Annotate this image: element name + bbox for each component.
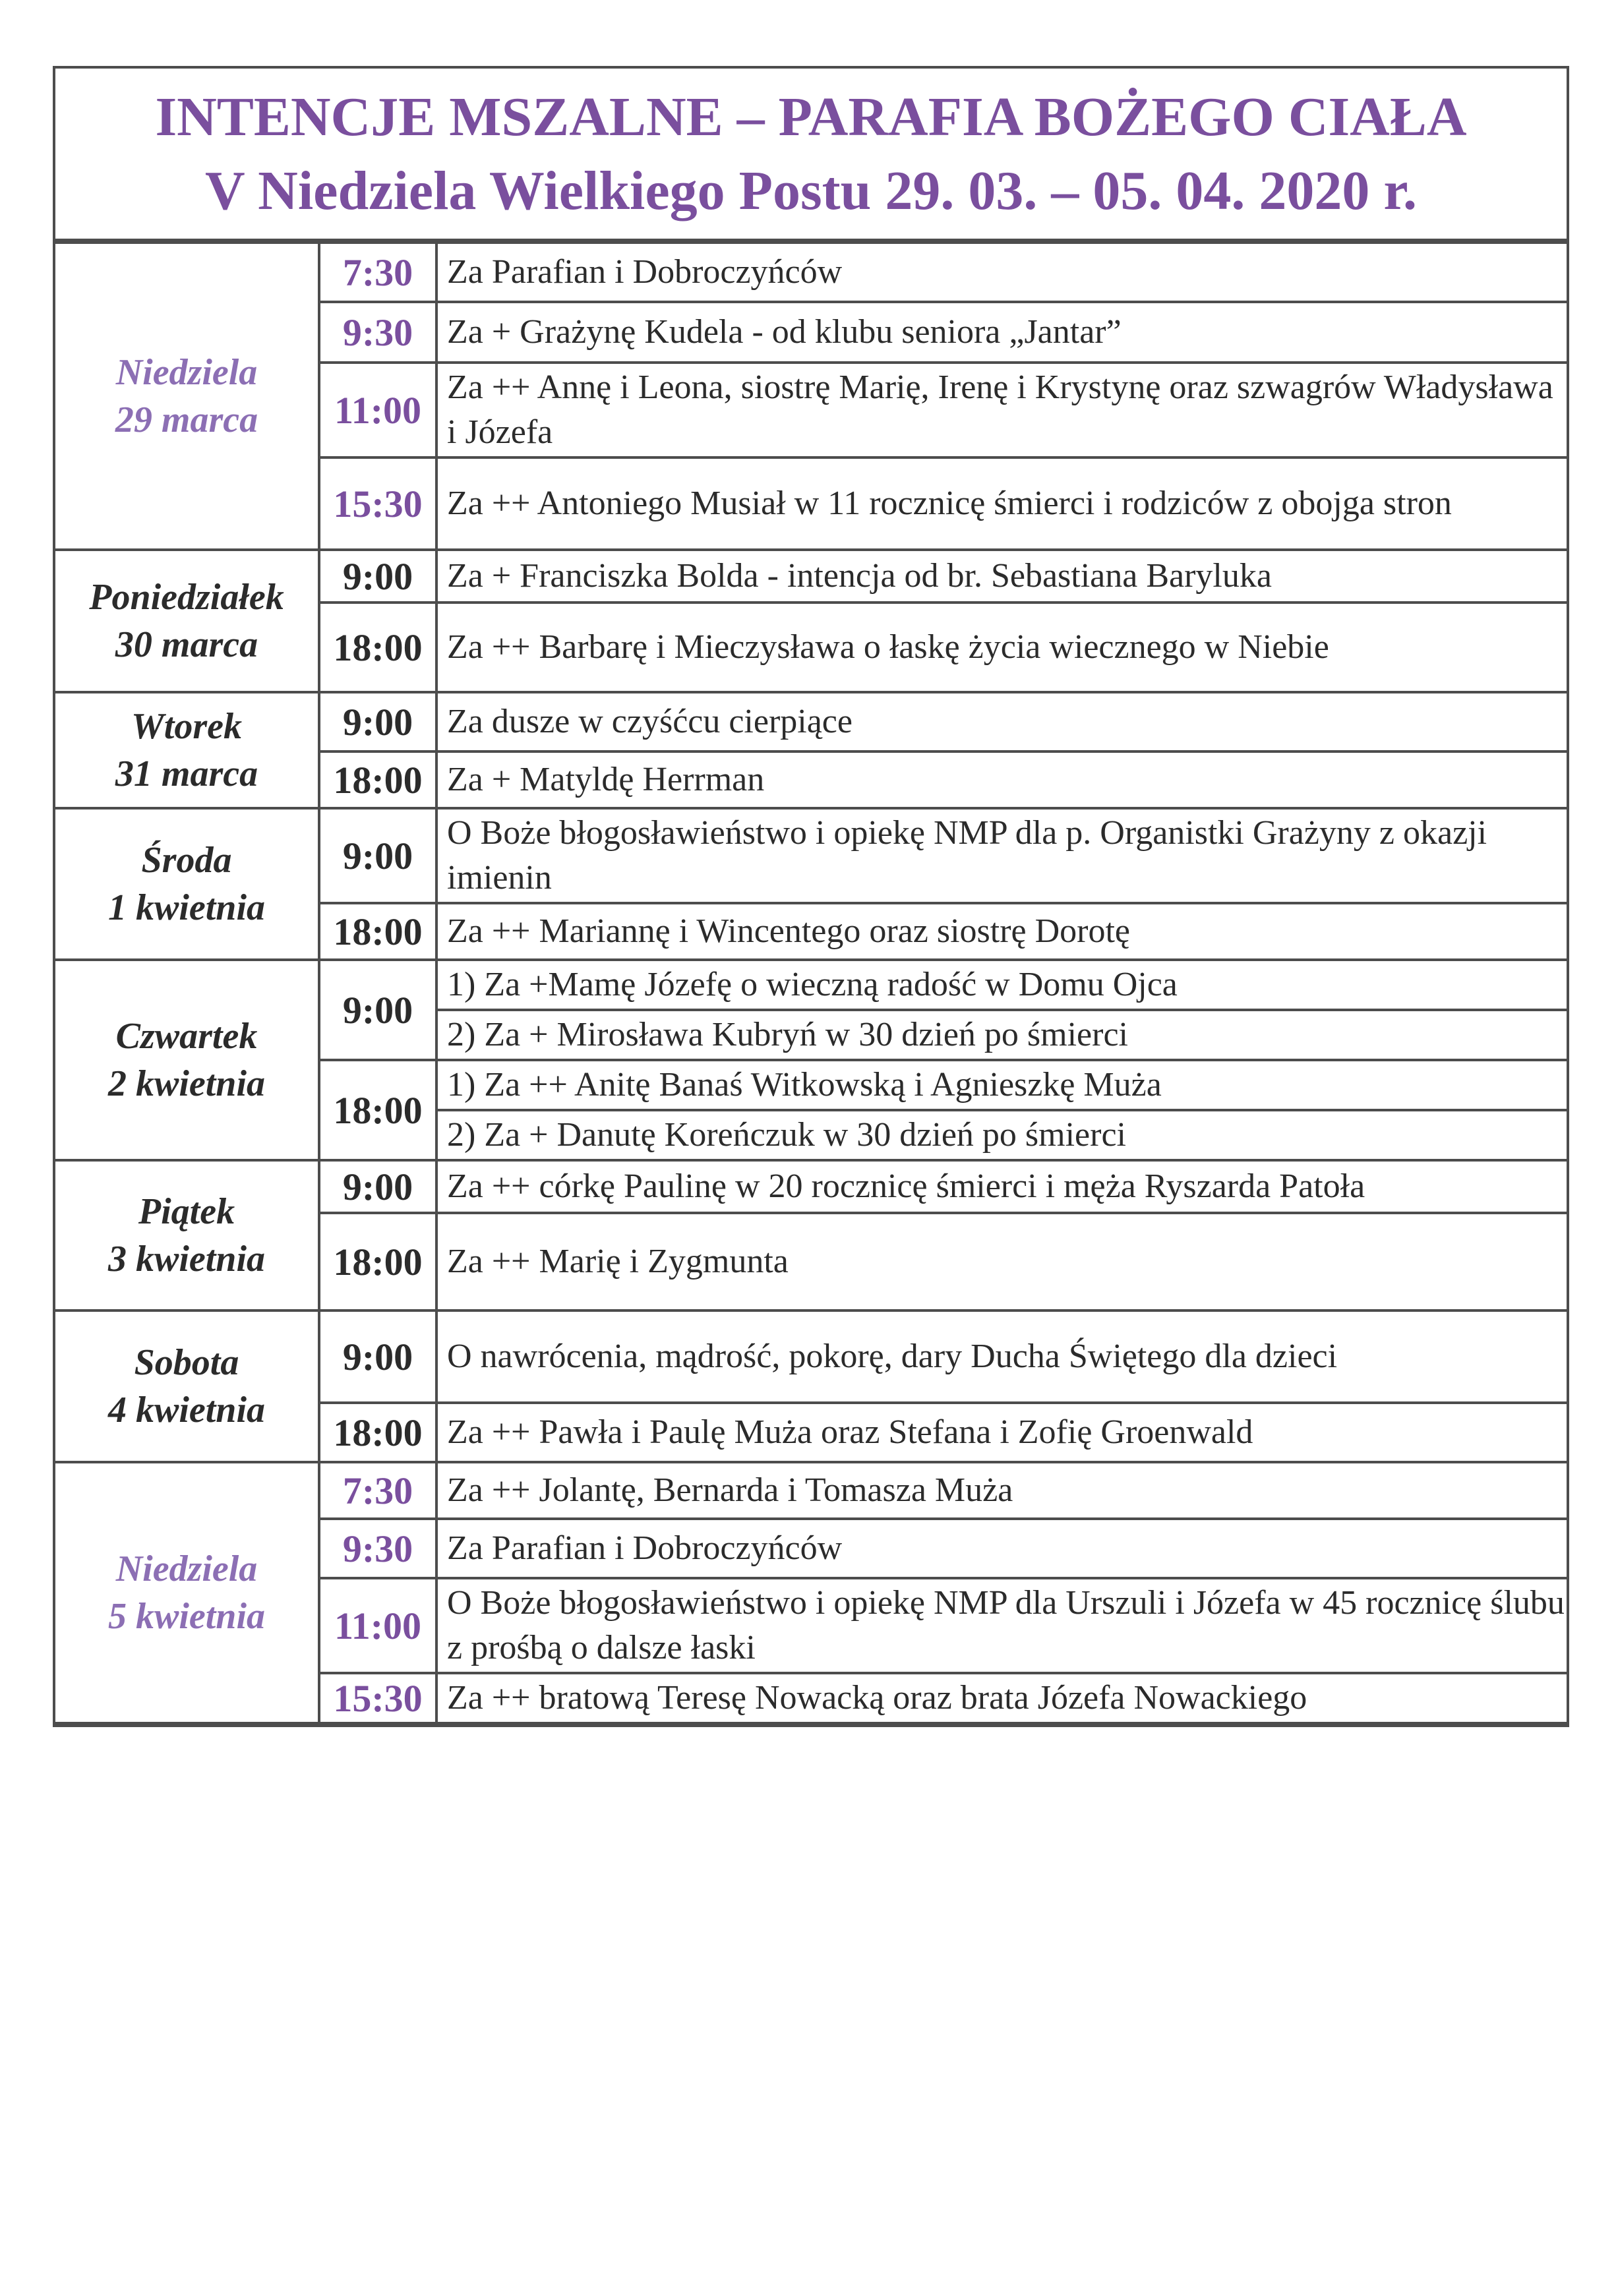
day-name: Niedziela [115,1548,258,1589]
mass-row [55,550,1567,603]
day-name: Sobota [134,1342,239,1383]
mass-row [55,808,1567,903]
day-name: Czwartek [115,1016,258,1057]
mass-intention [436,1578,1567,1673]
header [55,69,1567,241]
mass-time: 9:00 [319,1160,436,1213]
mass-intention [436,751,1567,808]
mass-time: 15:30 [319,457,436,550]
mass-time: 11:00 [319,1578,436,1673]
day-date: 4 kwietnia [107,1390,266,1430]
mass-intention [436,1060,1567,1160]
mass-row [55,243,1567,302]
day-date: 2 kwietnia [107,1063,266,1104]
mass-time: 9:30 [319,1519,436,1578]
intention-text: Za ++ Barbarę i Mieczysława o łaskę życia wiecznego w Niebie [447,628,1329,666]
day-cell [55,692,319,808]
mass-intention [436,302,1567,363]
day-cell [55,1462,319,1723]
intention-text: O Boże błogosławieństwo i opiekę NMP dla Urszuli i Józefa w 45 rocznicę ślubu z prośbą o dalsze łaski [447,1584,1565,1666]
intention-text: O nawrócenia, mądrość, pokorę, dary Ducha Świętego dla dzieci [447,1338,1338,1375]
mass-time: 9:00 [319,960,436,1060]
day-name: Środa [141,840,232,881]
mass-time: 9:00 [319,808,436,903]
day-date: 29 marca [115,399,258,440]
day-cell [55,808,319,960]
intention-text: O Boże błogosławieństwo i opiekę NMP dla p. Organistki Grażyny z okazji imienin [447,814,1487,897]
mass-intention [436,363,1567,457]
intentions-table [55,241,1567,1724]
page-title: INTENCJE MSZALNE – PARAFIA BOŻEGO CIAŁA [155,86,1467,148]
mass-time: 18:00 [319,603,436,692]
mass-intention [436,1310,1567,1403]
intention-text: Za ++ Marię i Zygmunta [447,1243,789,1280]
day-date: 1 kwietnia [107,887,266,928]
mass-time: 18:00 [319,1213,436,1310]
intention-text: Za dusze w czyśćcu cierpiące [447,703,853,740]
intentions-table-body [55,243,1567,1723]
day-date: 31 marca [115,753,258,794]
mass-intention [436,1213,1567,1310]
mass-intention [436,808,1567,903]
mass-time: 18:00 [319,1403,436,1462]
intention-text: 2) Za + Mirosława Kubryń w 30 dzień po śmierci [438,1009,1567,1059]
mass-row [55,1160,1567,1213]
mass-row [55,1462,1567,1519]
mass-time: 9:00 [319,550,436,603]
mass-time: 11:00 [319,363,436,457]
mass-intention [436,243,1567,302]
intention-text: Za ++ bratową Teresę Nowacką oraz brata Józefa Nowackiego [447,1679,1307,1717]
mass-time: 7:30 [319,243,436,302]
mass-intention [436,692,1567,751]
mass-time: 9:30 [319,302,436,363]
mass-time: 9:00 [319,1310,436,1403]
day-cell [55,960,319,1160]
mass-time: 15:30 [319,1673,436,1723]
intention-text: Za + Grażynę Kudela - od klubu seniora „Jantar” [447,313,1122,351]
day-cell [55,1160,319,1310]
day-date: 3 kwietnia [107,1239,266,1280]
mass-intention [436,1519,1567,1578]
intention-text: Za ++ Pawła i Paulę Muża oraz Stefana i Zofię Groenwald [447,1413,1253,1451]
mass-time: 7:30 [319,1462,436,1519]
mass-intention [436,550,1567,603]
mass-intention [436,457,1567,550]
mass-time: 9:00 [319,692,436,751]
mass-intention [436,1462,1567,1519]
intention-text: Za + Franciszka Bolda - intencja od br. Sebastiana Baryluka [447,557,1272,595]
mass-intention [436,960,1567,1060]
intention-text: Za ++ Jolantę, Bernarda i Tomasza Muża [447,1471,1013,1509]
intention-text: Za Parafian i Dobroczyńców [447,1529,843,1567]
intention-text: Za ++ Mariannę i Wincentego oraz siostrę Dorotę [447,912,1131,950]
intention-text: 1) Za +Mamę Józefę o wieczną radość w Domu Ojca [447,966,1178,1003]
intention-text: Za + Matyldę Herrman [447,761,765,798]
mass-intention [436,603,1567,692]
day-cell [55,243,319,550]
day-name: Wtorek [131,706,242,747]
mass-intention [436,1403,1567,1462]
mass-intention [436,1673,1567,1723]
mass-time: 18:00 [319,751,436,808]
mass-row [55,692,1567,751]
mass-row [55,1310,1567,1403]
mass-intention [436,903,1567,960]
day-cell [55,550,319,692]
mass-time: 18:00 [319,1060,436,1160]
day-date: 30 marca [115,624,258,665]
day-cell [55,1310,319,1462]
intention-text: Za ++ Antoniego Musiał w 11 rocznicę śmierci i rodziców z obojga stron [447,485,1452,522]
page-subtitle: V Niedziela Wielkiego Postu 29. 03. – 05. 04. 2020 r. [205,160,1417,221]
day-date: 5 kwietnia [107,1596,266,1637]
intention-text: Za Parafian i Dobroczyńców [447,253,843,291]
day-name: Piątek [138,1191,235,1232]
day-name: Poniedziałek [89,577,284,618]
intention-text: Za ++ Annę i Leona, siostrę Marię, Irenę i Krystynę oraz szwagrów Władysława i Józefa [447,368,1553,451]
intention-text: 1) Za ++ Anitę Banaś Witkowską i Agnieszkę Muża [447,1066,1162,1104]
mass-row [55,960,1567,1060]
intention-text: Za ++ córkę Paulinę w 20 rocznicę śmierci i męża Ryszarda Patoła [447,1167,1365,1205]
mass-intention [436,1160,1567,1213]
intentions-sheet [53,66,1569,1727]
intention-text: 2) Za + Danutę Koreńczuk w 30 dzień po śmierci [438,1109,1567,1159]
day-name: Niedziela [115,352,258,393]
mass-time: 18:00 [319,903,436,960]
